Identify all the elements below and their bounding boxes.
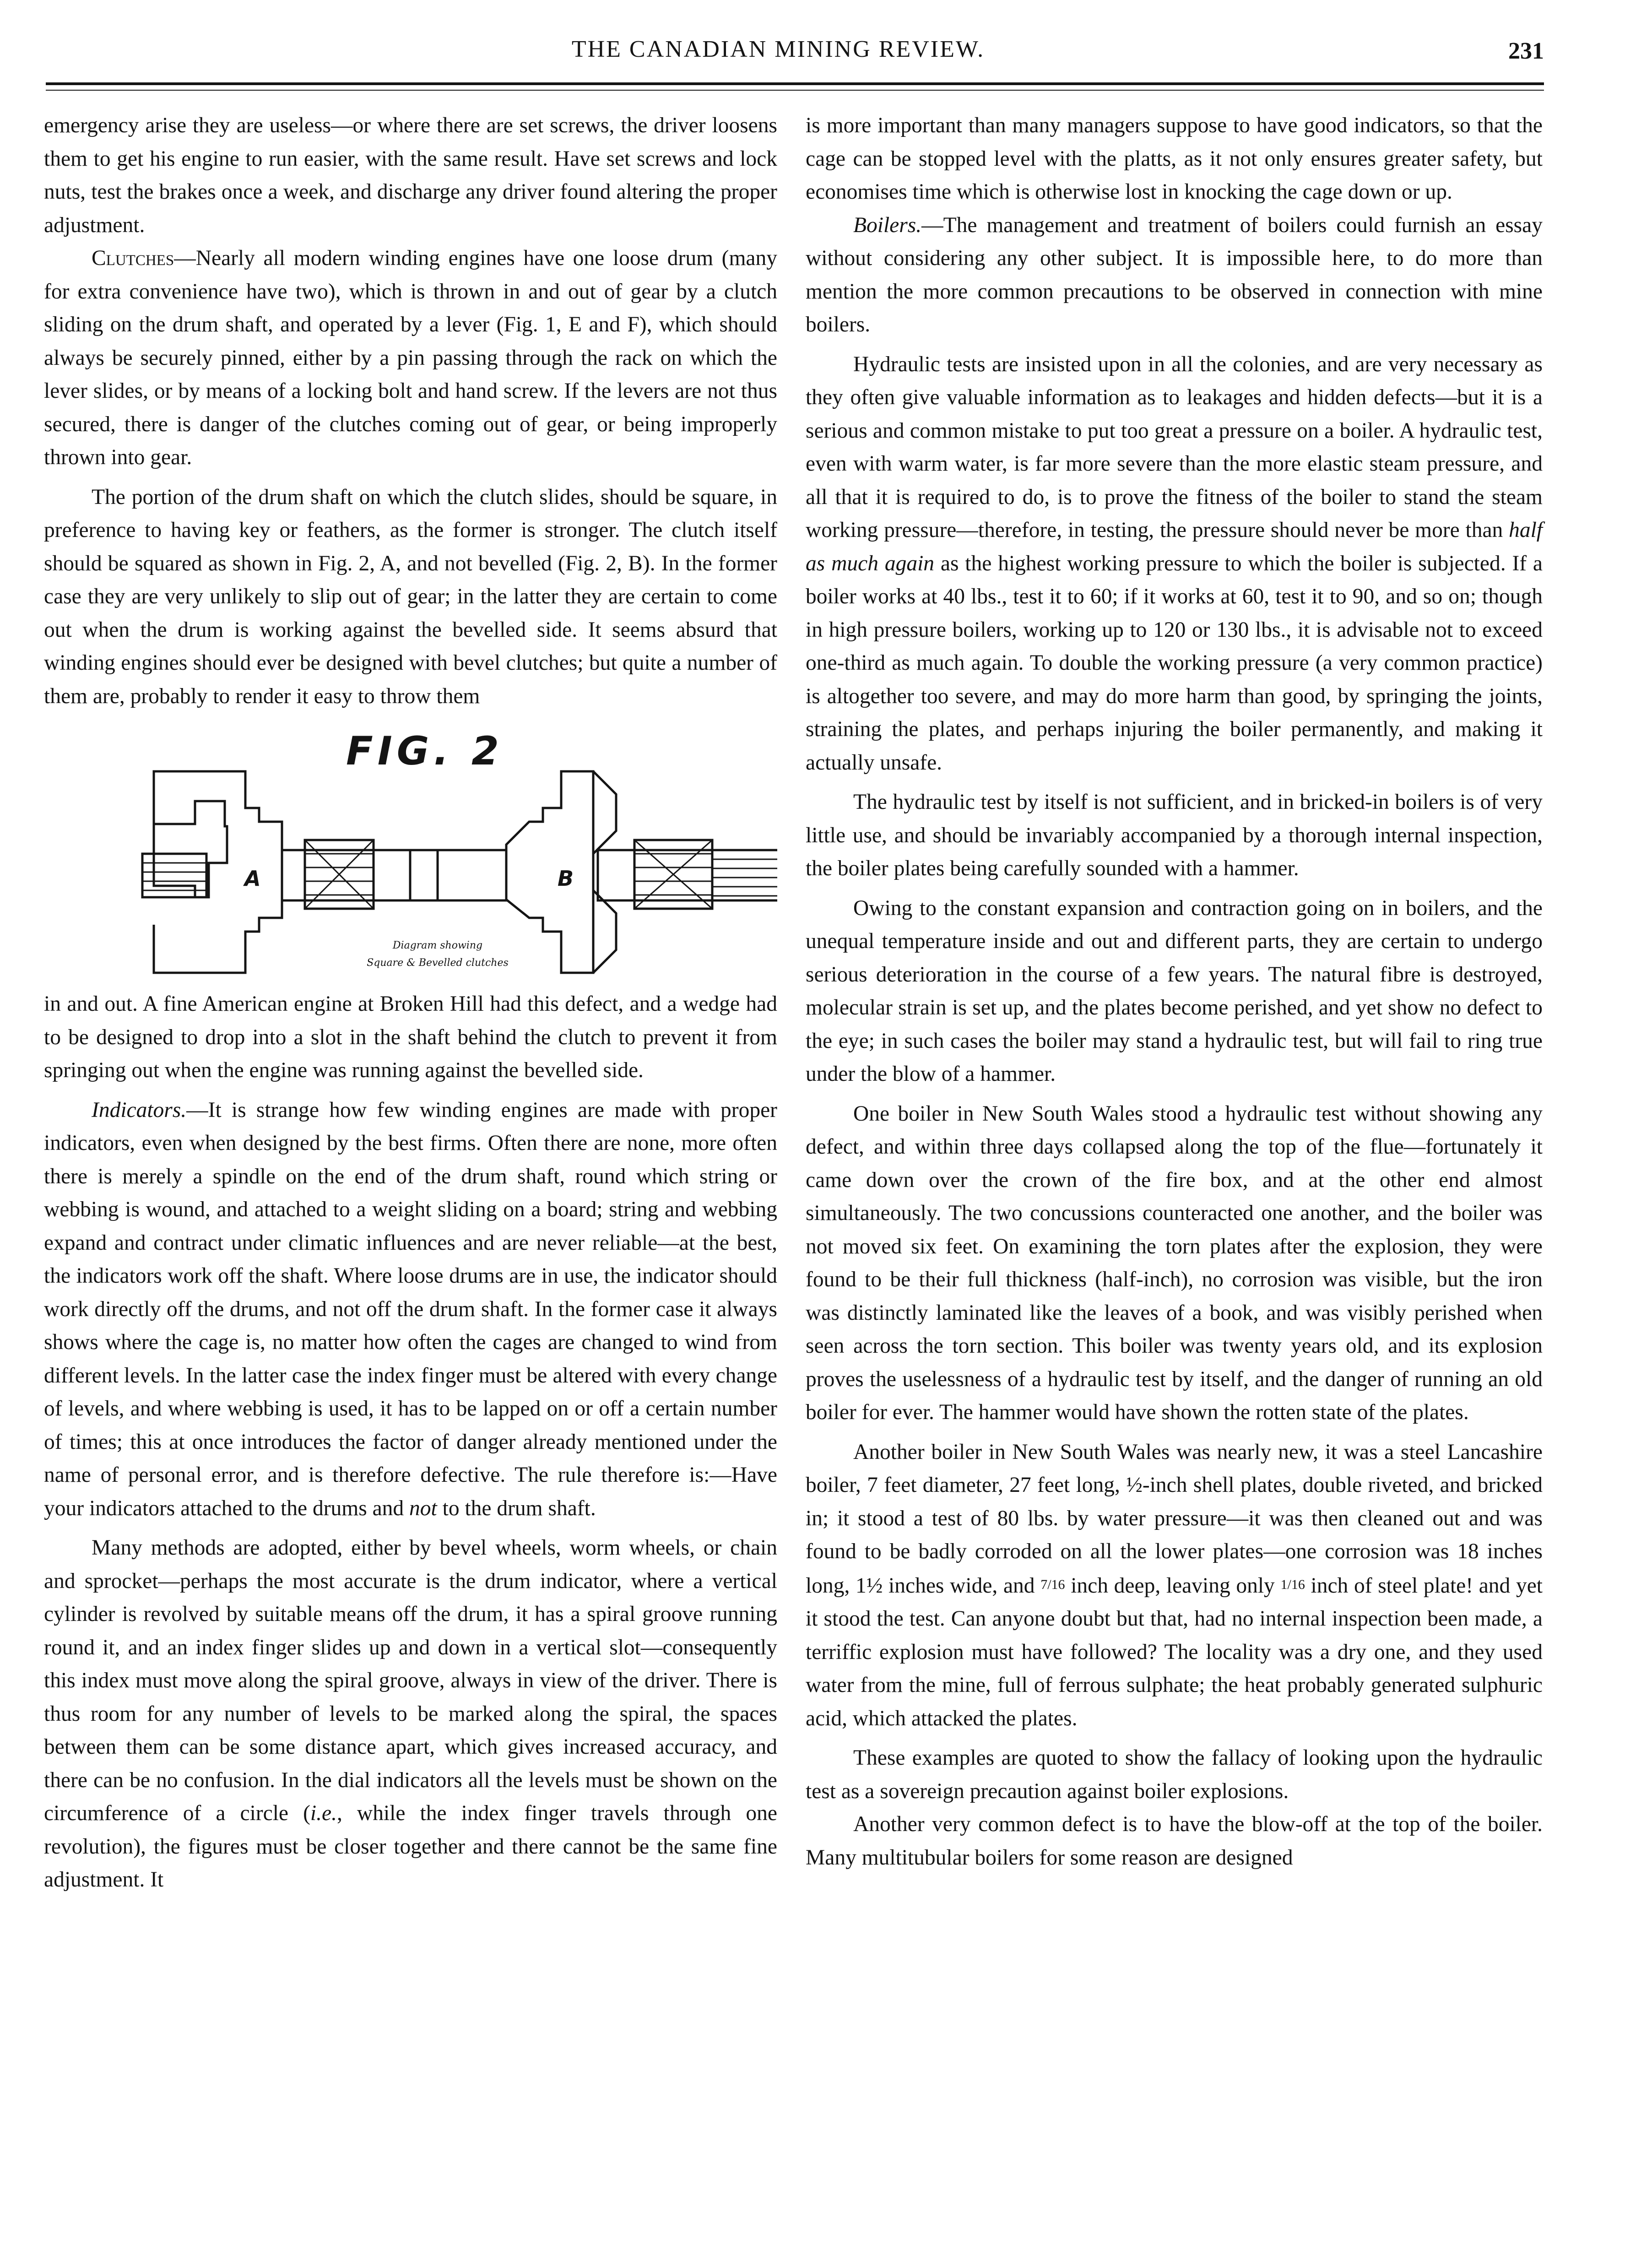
paragraph-clutches (44, 242, 777, 474)
paragraph-text: Another boiler in New South Wales was nearly new, it was a steel Lancashire boiler, 7 feet diameter, 27 feet long, (806, 1440, 1543, 1497)
section-head-indicators: Indicators. (92, 1098, 187, 1122)
figure-label-a: A (244, 866, 261, 891)
emphasis-not: not (409, 1496, 437, 1520)
paragraph: One boiler in New South Wales stood a hydraulic test without showing any defect, and within three days collapsed along the top of the flue—fortunately it came down over the crown of the fire box, and at the other end almost simultaneously. The two concussions counteracted one another, and the boiler was not moved six feet. On examining the torn plates after the explosion, they were found to be their full thickness (half-inch), no corrosion was visible, but the iron was distinctly laminated like the leaves of a book, and was visibly perished when seen across the torn section. This boiler was twenty years old, and its explosion proves the uselessness of a hydraulic test by itself, and the danger of running an old boiler for ever. The hammer would have shown the rotten state of the plates. (806, 1101, 1543, 1424)
paragraph-text: as the highest working pressure to which the boiler is subjected. If a boiler works at 40 lbs., test it to 60; if it works at 60, test it to 90, and so on; though in high pressure boilers, working up to 120 or 130 lbs., it is advisable not to exceed one-third as much again. To double the working pressure (a very common practice) is altogether too severe, and may do more harm than good, by springing the joints, straining the plates, and perhaps injuring the boiler permanently, and making it actually unsafe. (806, 551, 1543, 775)
page-number: 231 (1508, 38, 1544, 64)
left-column (44, 109, 777, 1897)
paragraph: These examples are quoted to show the fallacy of looking upon the hydraulic test as a sovereign precaution against boiler explosions. (806, 1746, 1543, 1803)
fraction-one-sixteenth: 1/16 (1280, 1577, 1305, 1592)
figure-title: FIG. 2 (346, 728, 504, 774)
paragraph-text: —Nearly all modern winding engines have one loose drum (many for extra convenience have two), which is thrown in and out of gear by a clutch sliding on the drum shaft, and operated by a lever (Fig. 1, E and F), which should always be securely pinned, either by a pin passing through the rack on which the lever slides, or by means of a locking bolt and hand screw. If the levers are not thus secured, there is danger of the clutches coming out of gear, or being improperly thrown into gear. (44, 246, 777, 469)
clutch-b-shaft-left (410, 850, 506, 900)
section-head-boilers: Boilers. (853, 213, 922, 237)
emphasis-ie: i.e. (310, 1801, 337, 1825)
running-title: THE CANADIAN MINING REVIEW. (571, 36, 985, 62)
figure-caption-line-2: Square & Bevelled clutches (367, 957, 509, 969)
fraction-seven-sixteenths: 7/16 (1040, 1577, 1065, 1592)
paragraph-text: inches wide, and (888, 1573, 1035, 1598)
paragraph: is more important than many managers suppose to have good indicators, so that the cage can be stopped level with the platts, as it not only ensures greater safety, but economises time which is otherwise lost in knocking the cage down or up. (806, 114, 1543, 204)
figure-label-b: B (558, 866, 574, 891)
header-rule-thin (46, 90, 1544, 91)
paragraph: The portion of the drum shaft on which the clutch slides, should be square, in preference to having key or feathers, as the former is stronger. The clutch itself should be squared as shown in Fig. 2, A, and not bevelled (Fig. 2, B). In the former case they are very unlikely to slip out of gear; in the latter they are certain to come out when the drum is working against the bevelled side. It seems absurd that winding engines should ever be designed with bevel clutches; but quite a number of them are, probably to render it easy to throw them (44, 485, 777, 708)
paragraph: Owing to the constant expansion and contraction going on in boilers, and the unequal temperature inside and out and different parts, they are certain to undergo serious deterioration in the course of a few years. The natural fibre is destroyed, molecular strain is set up, and the plates become perished, and yet show no defect to the eye; in such cases the boiler may stand a hydraulic test, but will fail to ring true under the blow of a hammer. (806, 896, 1543, 1086)
paragraph-text: to the drum shaft. (442, 1496, 596, 1520)
paragraph-indicators (44, 1094, 777, 1525)
clutch-b-shaft-right (598, 850, 777, 900)
paragraph-text: —It is strange how few winding engines are made with proper indicators, even when designed by the best firms. Often there are none, more often there is merely a spindle on the end of the drum shaft, round which string or webbing is wound, and attached to a weight sliding on a board; string and webbing expand and contract under climatic influences and are never reliable—at the best, the indicators work off the shaft. Where loose drums are in use, the indicator should work directly off the drums, and not off the drum shaft. In the former case it always shows where the cage is, no matter how often the cages are changed to wind from different levels. In the latter case the index finger must be altered with every change of levels, and where webbing is used, it has to be lapped on or off a certain number of times; this at once introduces the factor of danger already mentioned under the name of personal error, and is therefore defective. The rule therefore is:—Have your indicators attached to the drums and (44, 1098, 777, 1520)
paragraph-text: , while the index finger travels through one revolution), the figures must be closer together and there cannot be the same fine adjustment. It (44, 1801, 777, 1892)
figure-2 (44, 716, 777, 982)
paragraph-methods (44, 1531, 777, 1897)
shaft-lines-right (712, 859, 777, 896)
paragraph-hydraulic-tests (806, 348, 1543, 780)
paragraph-boilers (806, 209, 1543, 342)
header-rule (46, 82, 1544, 85)
paragraph-text: Hydraulic tests are insisted upon in all the colonies, and are very necessary as they often give valuable information as to leakages and hidden defects—but it is a serious and common mistake to put too great a pressure on a boiler. A hydraulic test, even with warm water, is far more severe than the more elastic steam pressure, and all that it is required to do, is to prove the fitness of the boiler to stand the steam working pressure—therefore, in testing, the pressure should never be more than (806, 352, 1543, 542)
paragraph-text: Many methods are adopted, either by bevel wheels, worm wheels, or chain and sprocket—perhaps the most accurate is the drum indicator, where a vertical cylinder is revolved by suitable means off the drum, it has a spiral groove running round it, and an index finger slides up and down in a vertical slot—consequently this index must move along the spiral groove, always in view of the driver. There is thus room for any number of levels to be marked along the spiral, the spaces between them can be some distance apart, which gives increased accuracy, and there can be no confusion. In the dial indicators all the levels must be shown on the circumference of a circle ( (44, 1536, 777, 1825)
paragraph: The hydraulic test by itself is not sufficient, and in bricked-in boilers is of very little use, and should be invariably accompanied by a thorough internal inspection, the boiler plates being carefully sounded with a hammer. (806, 790, 1543, 880)
figure-caption-line-1: Diagram showing (392, 940, 483, 951)
paragraph-text: —The management and treatment of boilers could furnish an essay without considering any other subject. It is impossible here, to do more than mention the more common precautions to be observed in connection with mine boilers. (806, 213, 1543, 336)
fraction-half: ½ (866, 1573, 883, 1598)
paragraph: Another very common defect is to have the blow-off at the top of the boiler. Many multitubular boilers for some reason are designed (806, 1812, 1543, 1870)
paragraph: emergency arise they are useless—or where there are set screws, the driver loosens them to get his engine to run easier, with the same result. Have set screws and lock nuts, test the brakes once a week, and discharge any driver found altering the proper adjustment. (44, 114, 777, 237)
paragraph-text: -inch shell plates, double riveted, and bricked in; it stood a test of 80 lbs. by water pressure—it was then cleaned out and was found to be badly corroded on all the lower plates—one corrosion was 18 inches long, 1 (806, 1473, 1543, 1598)
right-column (806, 109, 1543, 1874)
emphasis-half-as-much-again: half as much again (806, 518, 1543, 575)
clutch-a-outline (154, 801, 227, 897)
paragraph: in and out. A fine American engine at Broken Hill had this defect, and a wedge had to be designed to drop into a slot in the shaft behind the clutch to prevent it from springing out when the engine was running against the bevelled side. (44, 992, 777, 1082)
fraction-half: ½ (1126, 1473, 1143, 1497)
section-head-clutches: Clutches (92, 246, 174, 270)
paragraph-steel-boiler (806, 1436, 1543, 1735)
paragraph-text: inch of steel plate! and yet it stood the test. Can anyone doubt but that, had no internal inspection been made, a terriffic explosion must have followed? The locality was a dry one, and they used water from the mine, full of ferrous sulphate; the heat probably generated sulphuric acid, which attacked the plates. (806, 1573, 1543, 1730)
paragraph-text: inch deep, leaving only (1071, 1573, 1275, 1598)
